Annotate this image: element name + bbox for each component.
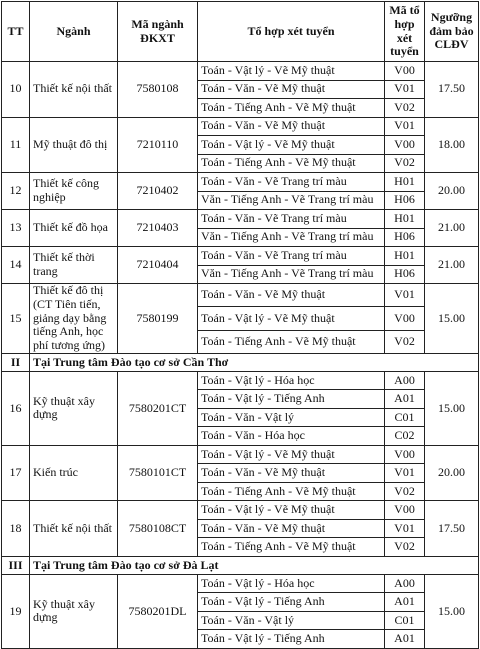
- combination-code: V01: [385, 464, 425, 483]
- subject-combination: Toán - Văn - Vẽ Trang trí màu: [198, 247, 385, 266]
- program-code: 7580108: [118, 62, 198, 118]
- subject-combination: Toán - Tiếng Anh - Vẽ Mỹ thuật: [198, 538, 385, 557]
- subject-combination: Toán - Tiếng Anh - Vẽ Mỹ thuật: [198, 99, 385, 118]
- subject-combination: Toán - Văn - Vẽ Mỹ thuật: [198, 284, 385, 307]
- program-name: Thiết kế đồ họa: [30, 210, 118, 247]
- program-number: 18: [2, 501, 30, 557]
- combination-code: A00: [385, 371, 425, 390]
- threshold-score: 21.00: [425, 210, 479, 247]
- combination-code: A01: [385, 593, 425, 612]
- combination-code: V01: [385, 117, 425, 136]
- subject-combination: Toán - Văn - Hóa học: [198, 427, 385, 446]
- threshold-score: 15.00: [425, 284, 479, 354]
- subject-combination: Toán - Văn - Vật lý: [198, 611, 385, 630]
- combination-code: H01: [385, 247, 425, 266]
- subject-combination: Văn - Tiếng Anh - Vẽ Trang trí màu: [198, 228, 385, 247]
- subject-combination: Toán - Vật lý - Tiếng Anh: [198, 593, 385, 612]
- program-number: 12: [2, 173, 30, 210]
- combination-code: A00: [385, 574, 425, 593]
- combination-code: V02: [385, 482, 425, 501]
- program-name: Kỹ thuật xây dựng: [30, 371, 118, 445]
- subject-combination: Toán - Vật lý - Vẽ Mỹ thuật: [198, 501, 385, 520]
- program-code: 7580201DL: [118, 574, 198, 648]
- program-name: Thiết kế nội thất: [30, 501, 118, 557]
- program-number: 16: [2, 371, 30, 445]
- section-title: Tại Trung tâm Đào tạo cơ sở Đà Lạt: [30, 556, 479, 574]
- program-number: 17: [2, 445, 30, 501]
- header-row: [2, 2, 479, 62]
- program-code: 7580199: [118, 284, 198, 354]
- program-code: 7580108CT: [118, 501, 198, 557]
- combination-code: V01: [385, 80, 425, 99]
- combination-code: V00: [385, 501, 425, 520]
- subject-combination: Toán - Vật lý - Vẽ Mỹ thuật: [198, 307, 385, 330]
- program-code: 7210402: [118, 173, 198, 210]
- program-number: 15: [2, 284, 30, 354]
- program-number: 13: [2, 210, 30, 247]
- subject-combination: Toán - Vật lý - Hóa học: [198, 574, 385, 593]
- threshold-score: 20.00: [425, 445, 479, 501]
- table-row: [2, 247, 479, 266]
- section-title: Tại Trung tâm Đào tạo cơ sở Cần Thơ: [30, 353, 479, 371]
- combination-code: V00: [385, 136, 425, 155]
- program-number: 19: [2, 574, 30, 648]
- table-row: [2, 62, 479, 81]
- section-row: [2, 353, 479, 371]
- program-name: Thiết kế đô thị (CT Tiên tiến, giảng dạy bằng tiếng Anh, học phí tương ứng): [30, 284, 118, 354]
- program-name: Thiết kế nội thất: [30, 62, 118, 118]
- combination-code: C02: [385, 427, 425, 446]
- section-row: [2, 556, 479, 574]
- combination-code: V02: [385, 538, 425, 557]
- table-row: [2, 173, 479, 192]
- program-number: 14: [2, 247, 30, 284]
- subject-combination: Toán - Văn - Vật lý: [198, 408, 385, 427]
- subject-combination: Toán - Vật lý - Vẽ Mỹ thuật: [198, 445, 385, 464]
- combination-code: H01: [385, 173, 425, 192]
- subject-combination: Toán - Vật lý - Hóa học: [198, 371, 385, 390]
- admission-table: [1, 1, 479, 649]
- subject-combination: Toán - Văn - Vẽ Trang trí màu: [198, 173, 385, 192]
- program-name: Thiết kế công nghiệp: [30, 173, 118, 210]
- program-name: Kỹ thuật xây dựng: [30, 574, 118, 648]
- combination-code: H06: [385, 191, 425, 210]
- table-row: [2, 284, 479, 307]
- table-row: [2, 574, 479, 593]
- subject-combination: Toán - Tiếng Anh - Vẽ Mỹ thuật: [198, 330, 385, 353]
- table-row: [2, 117, 479, 136]
- combination-code: V00: [385, 62, 425, 81]
- threshold-score: 18.00: [425, 117, 479, 173]
- header-tt: TT: [2, 2, 30, 62]
- header-nganh: Ngành: [30, 2, 118, 62]
- combination-code: H06: [385, 228, 425, 247]
- program-name: Mỹ thuật đô thị: [30, 117, 118, 173]
- combination-code: V00: [385, 307, 425, 330]
- program-code: 7580201CT: [118, 371, 198, 445]
- threshold-score: 20.00: [425, 173, 479, 210]
- subject-combination: Toán - Vật lý - Tiếng Anh: [198, 630, 385, 649]
- table-row: [2, 371, 479, 390]
- threshold-score: 15.00: [425, 371, 479, 445]
- subject-combination: Toán - Vật lý - Vẽ Mỹ thuật: [198, 136, 385, 155]
- subject-combination: Toán - Văn - Vẽ Mỹ thuật: [198, 519, 385, 538]
- section-number: II: [2, 353, 30, 371]
- program-name: Kiến trúc: [30, 445, 118, 501]
- subject-combination: Văn - Tiếng Anh - Vẽ Trang trí màu: [198, 265, 385, 284]
- subject-combination: Toán - Vật lý - Vẽ Mỹ thuật: [198, 62, 385, 81]
- subject-combination: Toán - Tiếng Anh - Vẽ Mỹ thuật: [198, 482, 385, 501]
- combination-code: H06: [385, 265, 425, 284]
- combination-code: V01: [385, 519, 425, 538]
- header-to-hop: Tổ hợp xét tuyển: [198, 2, 385, 62]
- program-number: 10: [2, 62, 30, 118]
- combination-code: V01: [385, 284, 425, 307]
- program-code: 7210403: [118, 210, 198, 247]
- program-name: Thiết kế thời trang: [30, 247, 118, 284]
- combination-code: V02: [385, 154, 425, 173]
- combination-code: C01: [385, 611, 425, 630]
- subject-combination: Toán - Tiếng Anh - Vẽ Mỹ thuật: [198, 154, 385, 173]
- combination-code: A01: [385, 390, 425, 409]
- header-ma-to-hop: Mã tổ hợp xét tuyển: [385, 2, 425, 62]
- subject-combination: Toán - Vật lý - Tiếng Anh: [198, 390, 385, 409]
- table-row: [2, 445, 479, 464]
- program-number: 11: [2, 117, 30, 173]
- table-row: [2, 501, 479, 520]
- header-nguong: Ngưỡng đảm bảo CLĐV: [425, 2, 479, 62]
- combination-code: V02: [385, 330, 425, 353]
- subject-combination: Toán - Văn - Vẽ Mỹ thuật: [198, 464, 385, 483]
- subject-combination: Văn - Tiếng Anh - Vẽ Trang trí màu: [198, 191, 385, 210]
- subject-combination: Toán - Văn - Vẽ Mỹ thuật: [198, 117, 385, 136]
- program-code: 7210110: [118, 117, 198, 173]
- combination-code: H01: [385, 210, 425, 229]
- combination-code: A01: [385, 630, 425, 649]
- program-code: 7210404: [118, 247, 198, 284]
- subject-combination: Toán - Văn - Vẽ Trang trí màu: [198, 210, 385, 229]
- threshold-score: 17.50: [425, 501, 479, 557]
- threshold-score: 21.00: [425, 247, 479, 284]
- subject-combination: Toán - Văn - Vẽ Mỹ thuật: [198, 80, 385, 99]
- threshold-score: 17.50: [425, 62, 479, 118]
- program-code: 7580101CT: [118, 445, 198, 501]
- header-ma-nganh: Mã ngành ĐKXT: [118, 2, 198, 62]
- combination-code: V02: [385, 99, 425, 118]
- threshold-score: 15.00: [425, 574, 479, 648]
- table-row: [2, 210, 479, 229]
- combination-code: V00: [385, 445, 425, 464]
- combination-code: C01: [385, 408, 425, 427]
- table-body: [2, 62, 479, 649]
- section-number: III: [2, 556, 30, 574]
